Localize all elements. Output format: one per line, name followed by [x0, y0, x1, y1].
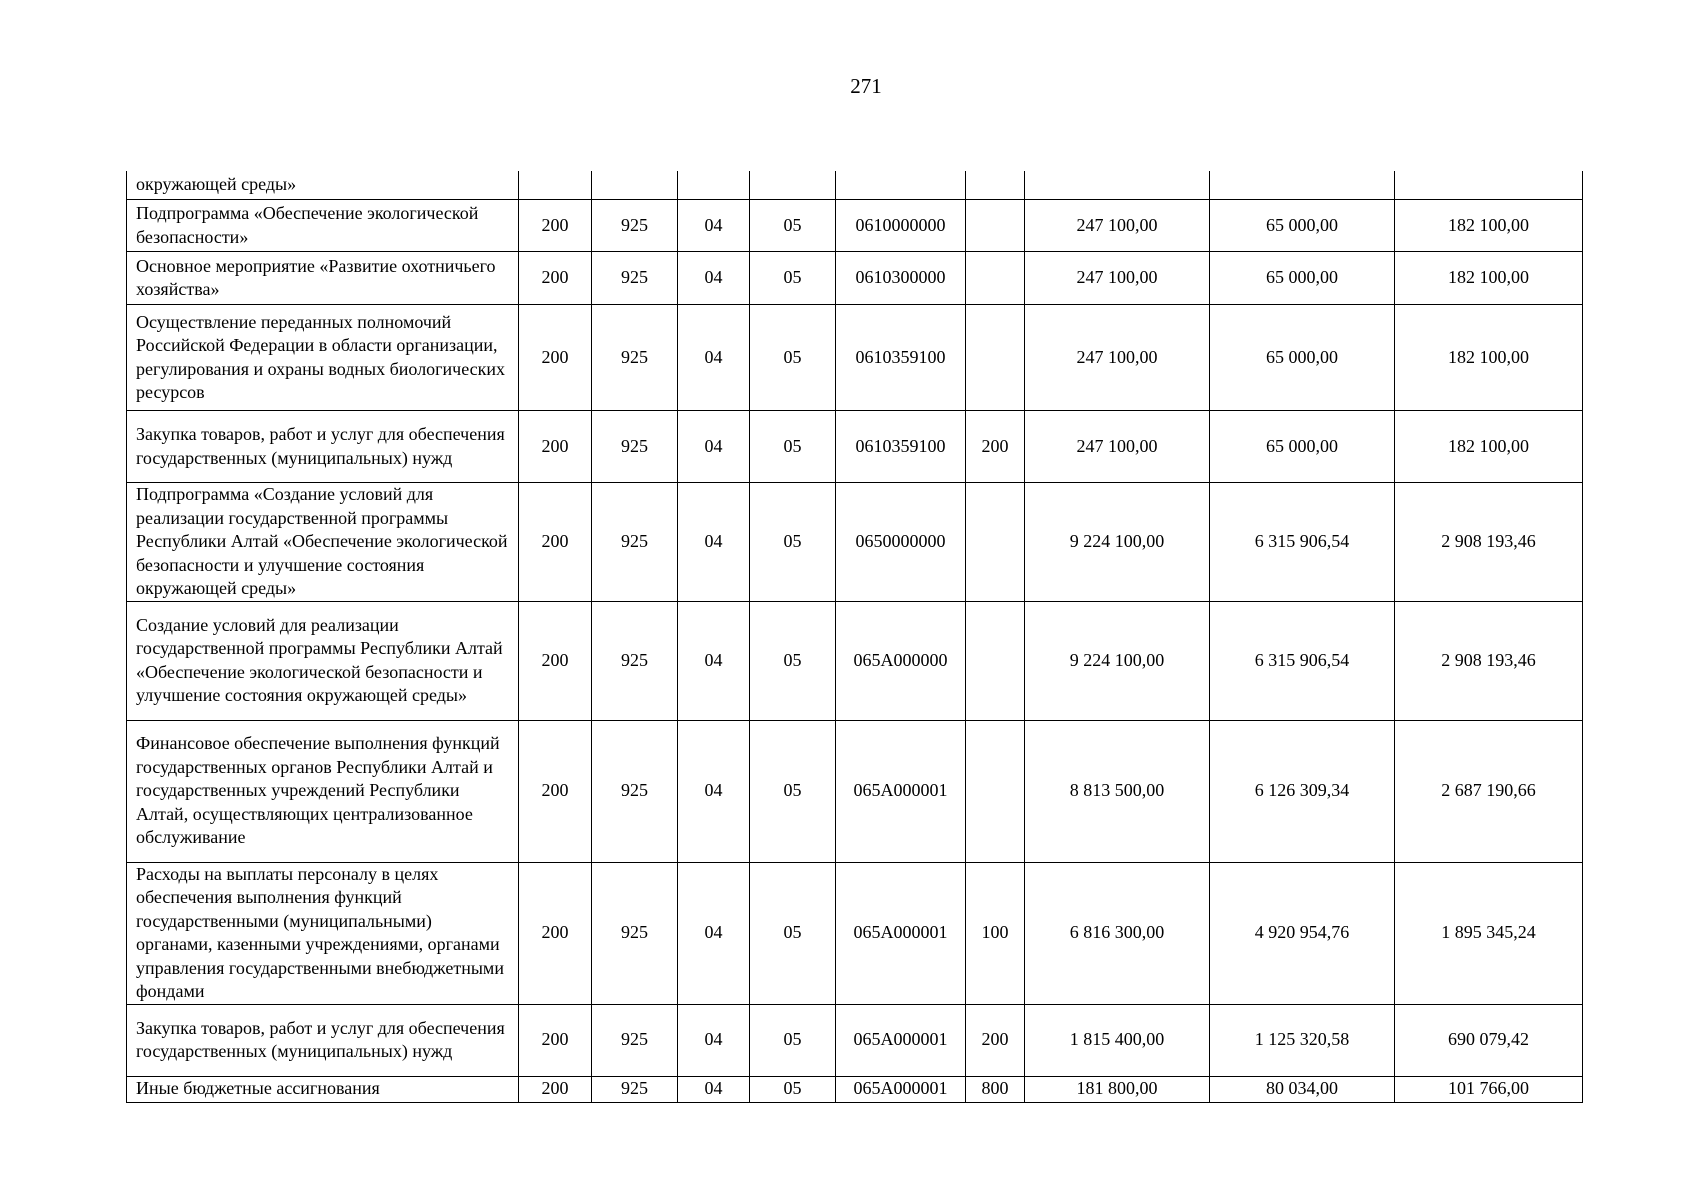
plan-amount-col-cell: 8 813 500,00	[1025, 720, 1210, 862]
section-col-cell: 04	[678, 1004, 750, 1076]
target-code-col-cell: 065A000001	[836, 720, 966, 862]
executed-amount-col-cell: 65 000,00	[1210, 200, 1395, 252]
subsection-col-cell: 05	[750, 483, 836, 602]
executed-amount-col-cell	[1210, 171, 1395, 200]
row-name-cell: Подпрограмма «Создание условий для реализации государственной программы Республики Алтай «Обеспечение экологической безопасности и улучшение состояния окружающей среды»	[127, 483, 519, 602]
ministry-col-cell: 925	[592, 720, 678, 862]
table-row	[127, 200, 1583, 252]
target-code-col-cell: 0610300000	[836, 252, 966, 305]
plan-amount-col-cell: 9 224 100,00	[1025, 483, 1210, 602]
page-number: 271	[850, 74, 882, 98]
ministry-col-cell: 925	[592, 252, 678, 305]
table-row	[127, 171, 1583, 200]
remaining-amount-col-cell: 182 100,00	[1395, 252, 1583, 305]
table-row	[127, 720, 1583, 862]
ministry-col-cell: 925	[592, 483, 678, 602]
plan-amount-col-cell: 247 100,00	[1025, 252, 1210, 305]
row-name-cell: Иные бюджетные ассигнования	[127, 1076, 519, 1102]
expense-type-col-cell	[966, 171, 1025, 200]
section-col-cell: 04	[678, 305, 750, 411]
status-col-cell: 200	[519, 305, 592, 411]
subsection-col-cell: 05	[750, 200, 836, 252]
status-col-cell: 200	[519, 862, 592, 1004]
ministry-col-cell: 925	[592, 411, 678, 483]
expense-type-col-cell	[966, 483, 1025, 602]
subsection-col-cell: 05	[750, 862, 836, 1004]
subsection-col-cell: 05	[750, 305, 836, 411]
remaining-amount-col-cell: 182 100,00	[1395, 305, 1583, 411]
row-name-cell: Подпрограмма «Обеспечение экологической безопасности»	[127, 200, 519, 252]
executed-amount-col-cell: 6 315 906,54	[1210, 483, 1395, 602]
expense-type-col-cell	[966, 305, 1025, 411]
expense-type-col-cell: 800	[966, 1076, 1025, 1102]
ministry-col-cell: 925	[592, 1004, 678, 1076]
executed-amount-col-cell: 65 000,00	[1210, 411, 1395, 483]
target-code-col-cell: 065A000000	[836, 601, 966, 720]
section-col-cell: 04	[678, 411, 750, 483]
section-col-cell: 04	[678, 720, 750, 862]
ministry-col-cell	[592, 171, 678, 200]
table-row	[127, 601, 1583, 720]
plan-amount-col-cell: 247 100,00	[1025, 200, 1210, 252]
ministry-col-cell: 925	[592, 305, 678, 411]
remaining-amount-col-cell: 182 100,00	[1395, 200, 1583, 252]
ministry-col-cell: 925	[592, 601, 678, 720]
target-code-col-cell	[836, 171, 966, 200]
status-col-cell: 200	[519, 200, 592, 252]
status-col-cell: 200	[519, 252, 592, 305]
expense-type-col-cell: 200	[966, 1004, 1025, 1076]
table-body	[127, 171, 1583, 1102]
section-col-cell: 04	[678, 200, 750, 252]
row-name-cell: окружающей среды»	[127, 171, 519, 200]
status-col-cell: 200	[519, 1004, 592, 1076]
executed-amount-col-cell: 65 000,00	[1210, 252, 1395, 305]
plan-amount-col-cell	[1025, 171, 1210, 200]
section-col-cell: 04	[678, 601, 750, 720]
budget-table	[126, 171, 1583, 1103]
subsection-col-cell: 05	[750, 411, 836, 483]
row-name-cell: Закупка товаров, работ и услуг для обеспечения государственных (муниципальных) нужд	[127, 1004, 519, 1076]
expense-type-col-cell: 100	[966, 862, 1025, 1004]
executed-amount-col-cell: 6 315 906,54	[1210, 601, 1395, 720]
remaining-amount-col-cell: 2 908 193,46	[1395, 601, 1583, 720]
ministry-col-cell: 925	[592, 862, 678, 1004]
status-col-cell: 200	[519, 411, 592, 483]
ministry-col-cell: 925	[592, 200, 678, 252]
plan-amount-col-cell: 181 800,00	[1025, 1076, 1210, 1102]
target-code-col-cell: 065A000001	[836, 1004, 966, 1076]
target-code-col-cell: 065A000001	[836, 862, 966, 1004]
section-col-cell: 04	[678, 483, 750, 602]
status-col-cell: 200	[519, 1076, 592, 1102]
section-col-cell	[678, 171, 750, 200]
status-col-cell	[519, 171, 592, 200]
subsection-col-cell: 05	[750, 1004, 836, 1076]
status-col-cell: 200	[519, 720, 592, 862]
table-row	[127, 305, 1583, 411]
ministry-col-cell: 925	[592, 1076, 678, 1102]
remaining-amount-col-cell: 2 687 190,66	[1395, 720, 1583, 862]
target-code-col-cell: 0650000000	[836, 483, 966, 602]
executed-amount-col-cell: 80 034,00	[1210, 1076, 1395, 1102]
subsection-col-cell	[750, 171, 836, 200]
remaining-amount-col-cell: 101 766,00	[1395, 1076, 1583, 1102]
expense-type-col-cell	[966, 200, 1025, 252]
target-code-col-cell: 0610359100	[836, 305, 966, 411]
section-col-cell: 04	[678, 252, 750, 305]
row-name-cell: Закупка товаров, работ и услуг для обеспечения государственных (муниципальных) нужд	[127, 411, 519, 483]
executed-amount-col-cell: 6 126 309,34	[1210, 720, 1395, 862]
row-name-cell: Создание условий для реализации государственной программы Республики Алтай «Обеспечение экологической безопасности и улучшение состояния окружающей среды»	[127, 601, 519, 720]
target-code-col-cell: 0610000000	[836, 200, 966, 252]
row-name-cell: Расходы на выплаты персоналу в целях обеспечения выполнения функций государственными (муниципальными) органами, казенными учреждениями, органами управления государственными внебюджетными фондами	[127, 862, 519, 1004]
expense-type-col-cell	[966, 601, 1025, 720]
table-row	[127, 483, 1583, 602]
plan-amount-col-cell: 247 100,00	[1025, 411, 1210, 483]
plan-amount-col-cell: 9 224 100,00	[1025, 601, 1210, 720]
remaining-amount-col-cell: 182 100,00	[1395, 411, 1583, 483]
row-name-cell: Основное мероприятие «Развитие охотничьего хозяйства»	[127, 252, 519, 305]
executed-amount-col-cell: 4 920 954,76	[1210, 862, 1395, 1004]
table-row	[127, 252, 1583, 305]
plan-amount-col-cell: 247 100,00	[1025, 305, 1210, 411]
section-col-cell: 04	[678, 1076, 750, 1102]
target-code-col-cell: 0610359100	[836, 411, 966, 483]
subsection-col-cell: 05	[750, 252, 836, 305]
row-name-cell: Осуществление переданных полномочий Российской Федерации в области организации, регулирования и охраны водных биологических ресурсов	[127, 305, 519, 411]
subsection-col-cell: 05	[750, 601, 836, 720]
status-col-cell: 200	[519, 483, 592, 602]
table-row	[127, 862, 1583, 1004]
executed-amount-col-cell: 1 125 320,58	[1210, 1004, 1395, 1076]
plan-amount-col-cell: 6 816 300,00	[1025, 862, 1210, 1004]
remaining-amount-col-cell: 2 908 193,46	[1395, 483, 1583, 602]
remaining-amount-col-cell: 1 895 345,24	[1395, 862, 1583, 1004]
subsection-col-cell: 05	[750, 1076, 836, 1102]
plan-amount-col-cell: 1 815 400,00	[1025, 1004, 1210, 1076]
expense-type-col-cell: 200	[966, 411, 1025, 483]
remaining-amount-col-cell: 690 079,42	[1395, 1004, 1583, 1076]
target-code-col-cell: 065A000001	[836, 1076, 966, 1102]
section-col-cell: 04	[678, 862, 750, 1004]
table-row	[127, 1076, 1583, 1102]
expense-type-col-cell	[966, 252, 1025, 305]
status-col-cell: 200	[519, 601, 592, 720]
remaining-amount-col-cell	[1395, 171, 1583, 200]
expense-type-col-cell	[966, 720, 1025, 862]
table-row	[127, 411, 1583, 483]
row-name-cell: Финансовое обеспечение выполнения функций государственных органов Республики Алтай и государственных учреждений Республики Алтай, осуществляющих централизованное обслуживание	[127, 720, 519, 862]
executed-amount-col-cell: 65 000,00	[1210, 305, 1395, 411]
table-row	[127, 1004, 1583, 1076]
subsection-col-cell: 05	[750, 720, 836, 862]
